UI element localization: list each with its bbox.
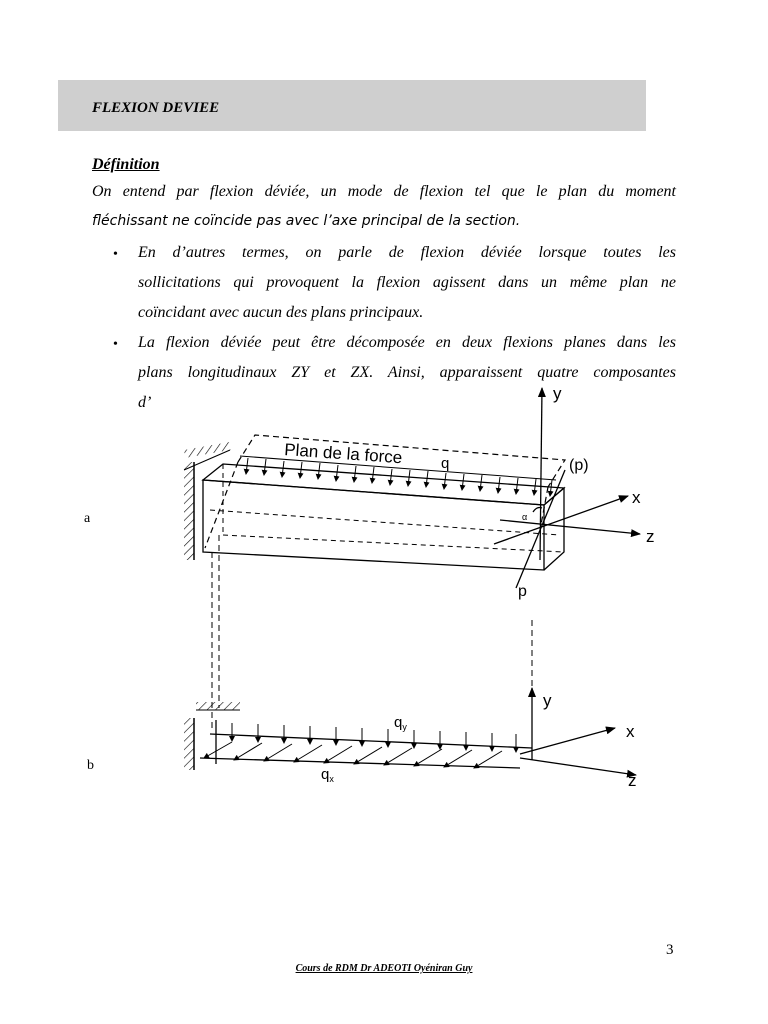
- y-axis-label-a: y: [553, 384, 562, 403]
- x-axis-label-a: x: [632, 488, 641, 507]
- bullet-1-line-3: coïncidant avec aucun des plans principaux.: [138, 304, 424, 321]
- z-axis-b: [520, 758, 636, 775]
- page-number: 3: [666, 942, 674, 958]
- bullet-2-line-1: La flexion déviée peut être décomposée en deux flexions planes dans les: [138, 334, 676, 351]
- title-band: [58, 80, 646, 131]
- force-plane-p-label: (p): [569, 457, 589, 474]
- y-axis-a: [540, 388, 542, 560]
- axes-b: [520, 688, 636, 775]
- deviated-bending-diagram: [0, 380, 768, 800]
- x-axis-label-b: x: [626, 722, 635, 741]
- beam-b: [200, 720, 532, 768]
- definition-line-1: On entend par flexion déviée, un mode de flexion tel que le plan du moment: [92, 183, 676, 200]
- definition-heading: Définition: [92, 156, 160, 173]
- load-qx-label: [321, 766, 334, 784]
- force-plane-label: Plan de la force: [283, 440, 403, 468]
- figure-label-a: a: [84, 511, 91, 526]
- load-qx-subscript: x: [329, 774, 334, 784]
- load-qy-label: [394, 714, 407, 732]
- footer-credit: Cours de RDM Dr ADEOTI Oyéniran Guy: [295, 963, 473, 974]
- force-p-label: p: [518, 583, 527, 600]
- z-axis-label-a: z: [646, 527, 655, 546]
- beam-box: [203, 464, 564, 570]
- bullet-1-line-2: sollicitations qui provoquent la flexion agissent dans un même plan ne: [138, 274, 676, 291]
- bullet-1-line-1: En d’autres termes, on parle de flexion déviée lorsque toutes les: [138, 244, 676, 261]
- load-arrows-qx: [204, 742, 502, 768]
- x-axis-b: [520, 728, 615, 754]
- load-qy-base: q: [394, 714, 403, 731]
- bullet-2-line-2: plans longitudinaux ZY et ZX. Ainsi, apparaissent quatre composantes: [138, 364, 676, 381]
- figure-label-b: b: [87, 758, 94, 773]
- beam-hidden-edges: [210, 464, 564, 552]
- load-qx-base: q: [321, 766, 330, 783]
- load-q-label-a: q: [441, 455, 450, 472]
- axes-a: [494, 388, 640, 588]
- z-axis-a: [500, 520, 640, 534]
- z-axis-label-b: z: [628, 771, 637, 790]
- y-axis-label-b: y: [543, 691, 552, 710]
- bullet-marker: •: [113, 247, 118, 262]
- bullet-marker: •: [113, 337, 118, 352]
- section-title: FLEXION DEVIEE: [92, 100, 220, 116]
- load-qy-subscript: y: [402, 722, 407, 732]
- load-arrows-qy: [232, 723, 516, 752]
- definition-line-2: fléchissant ne coïncide pas avec l’axe principal de la section.: [92, 213, 521, 229]
- bullet-2-line-3: d’: [138, 394, 152, 411]
- alpha-angle-label: α: [522, 512, 528, 522]
